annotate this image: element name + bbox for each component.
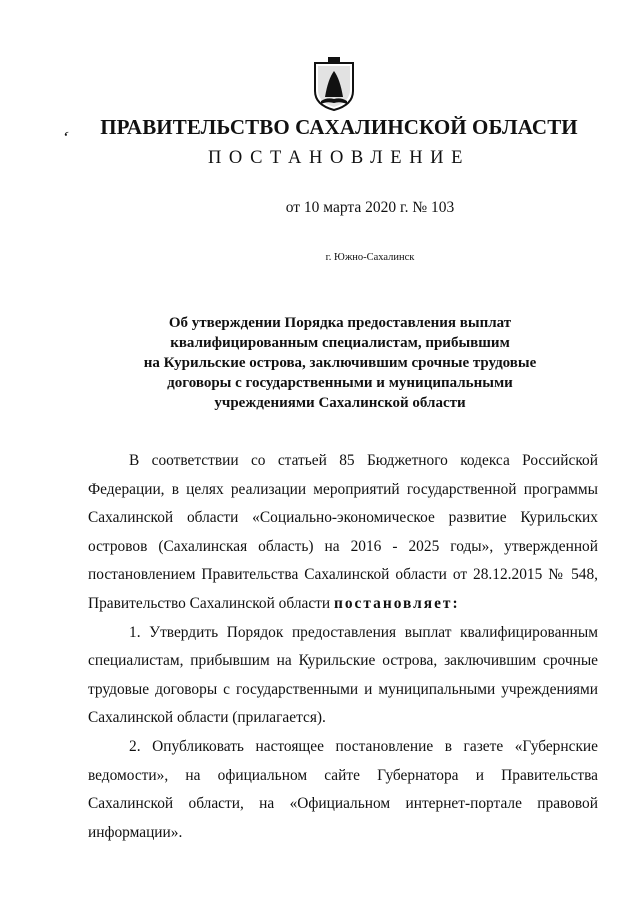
item-1-paragraph: 1. Утвердить Порядок предоставления выплат квалифицированным специалистам, прибывшим на Курильские острова, заключившим срочные трудовые договоры с государственными и муниципальными учреждениями Сахалинской области (прилагается).	[88, 623, 598, 727]
subject-line: Об утверждении Порядка предоставления выплат	[168, 315, 512, 331]
document-subject	[130, 313, 550, 413]
subject-line: квалифицированным специалистам, прибывшим	[170, 335, 510, 351]
document-place: г. Южно-Сахалинск	[325, 252, 415, 263]
sakhalin-coat-of-arms-icon	[313, 57, 355, 111]
margin-mark: ʻ	[58, 126, 72, 148]
preamble-text: В соответствии со статьей 85 Бюджетного кодекса Российской Федерации, в целях реализации мероприятий государственной программы Сахалинской области «Социально-экономическое развитие Курильских островов (Сахалинская область) на 2016 - 2025 годы», утвержденной постановлением Правительства Сахалинской области от 28.12.2015 № 548, Правительство Сахалинской области	[88, 452, 598, 612]
preamble-emphasis: постановляет:	[333, 594, 460, 612]
document-date: от 10 марта 2020 г. № 103	[285, 199, 455, 216]
subject-line: на Курильские острова, заключившим срочные трудовые	[143, 355, 537, 371]
preamble-paragraph	[88, 447, 598, 619]
subject-line: учреждениями Сахалинской области	[214, 395, 466, 411]
document-type: ПОСТАНОВЛЕНИЕ	[207, 148, 471, 168]
document-body	[88, 447, 598, 847]
item-2-paragraph: 2. Опубликовать настоящее постановление в газете «Губернские ведомости», на официальном сайте Губернатора и Правительства Сахалинской области, на «Официальном интернет-портале правовой информации».	[88, 737, 598, 841]
government-title: ПРАВИТЕЛЬСТВО САХАЛИНСКОЙ ОБЛАСТИ	[100, 115, 578, 139]
subject-line: договоры с государственными и муниципальными	[167, 375, 513, 391]
